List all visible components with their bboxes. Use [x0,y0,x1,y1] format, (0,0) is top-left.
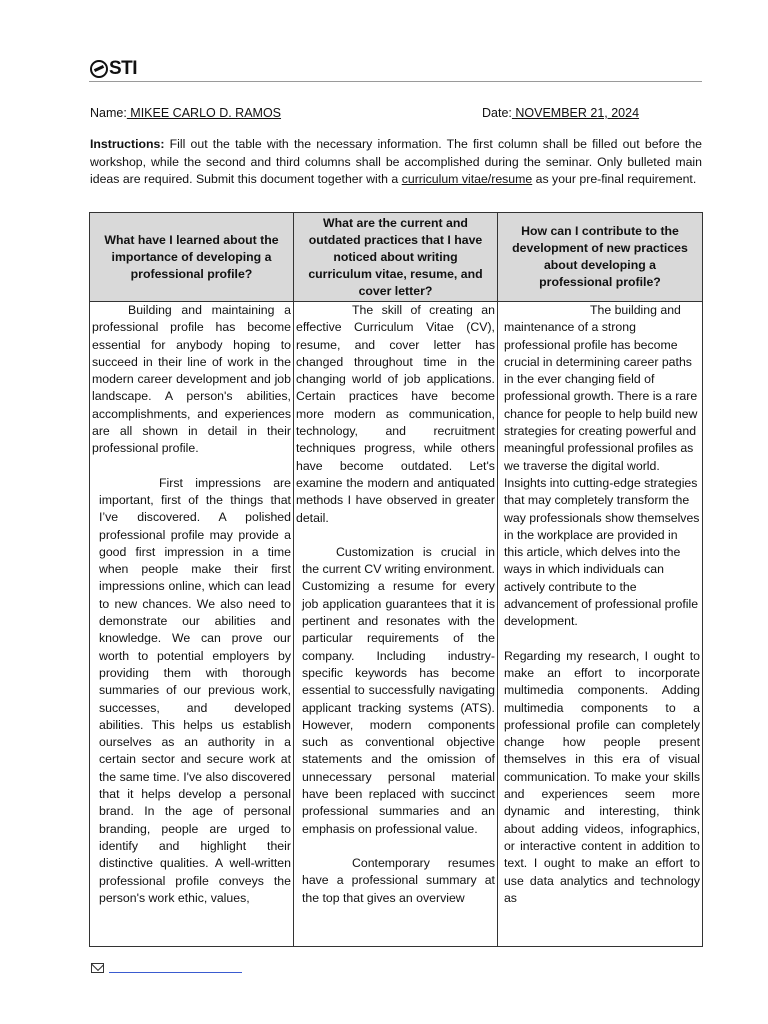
name-label: Name: [90,106,127,120]
instructions [90,136,702,189]
globe-icon [90,60,108,78]
instructions-text-before: Fill out the table with the necessary information. The first column shall be filled out before the workshop, while the second and third columns shall be accomplished during the seminar. Only bulleted main ideas are required. Submit this document together with a [90,137,702,186]
mail-icon [91,963,104,973]
cell-contribute[interactable] [497,302,702,947]
header-divider [89,81,702,82]
paragraph: Customization is crucial in the current CV writing environment. Customizing a resume for every job application guarantees that it is pertinent and resonates with the particular requirements of the company. Including industry- specific keywords has become essential to successfully navigating applicant tracking systems (ATS). However, modern components such as conventional objective statements and the omission of unnecessary personal material have been replaced with succinct professional summaries and an emphasis on professional value. [301,544,495,836]
name-value: MIKEE CARLO D. RAMOS [126,106,282,120]
header-practices: What are the current and outdated practices that I have noticed about writing curriculum vitae, resume, and cover letter? [293,213,497,302]
instructions-text-after: as your pre-final requirement. [532,172,697,186]
email-link[interactable] [109,962,242,973]
paragraph: Building and maintaining a professional profile has become essential for anybody hoping to succeed in their line of work in the modern career development and job landscape. A person's abilities, accomplishments, and experiences are all shown in detail in their professional profile. [92,303,291,456]
date-label: Date: [482,106,512,120]
paragraph: First impressions are important, first of the things that I’ve discovered. A polished professional profile may provide a good first impression in a time when people make their first impressions online, which can lead to new chances. We also need to demonstrate our abilities and knowledge. We can prove our worth to potential employers by providing them with thorough summaries of our previous work, successes, and developed abilities. This helps us establish ourselves as an authority in a certain sector and secure work at the same time. I've also discovered that it helps develop a personal brand. In the age of personal branding, people are urged to identify and highlight their distinctive qualities. A well-written professional profile conveys the person's work ethic, values, [99,475,291,905]
name-line [90,106,281,120]
table-row [90,302,703,947]
paragraph: Contemporary resumes have a professional summary at the top that gives an overview [301,855,495,905]
table-header-row [90,213,703,302]
cell-learned[interactable] [90,302,294,947]
reflection-table [89,212,703,947]
cell-practices[interactable] [293,302,497,947]
header-contribute: How can I contribute to the development of new practices about developing a professional profile? [497,213,702,302]
date-value: NOVEMBER 21, 2024 [511,106,640,120]
footer [91,962,242,973]
date-line [482,106,639,120]
cv-reference: curriculum vitae/resume [401,172,533,186]
paragraph: Regarding my research, I ought to make an effort to incorporate multimedia components. Adding multimedia components to a professional profile can completely change how people present themselves in this era of visual communication. To make your skills and experiences seem more dynamic and interesting, think about adding videos, infographics, or interactive content in addition to text. I ought to make an effort to use data analytics and technology as [503,648,700,905]
paragraph: The skill of creating an effective Curriculum Vitae (CV), resume, and cover letter has changed throughout time in the changing world of job applications. Certain practices have become more modern as communication, technology, and recruitment techniques progress, while others have become outdated. Let's examine the modern and antiquated methods I have observed in greater detail. [295,303,495,525]
logo-text: STI [109,58,138,79]
paragraph: The building and maintenance of a strong professional profile has become crucial in determining career paths in the ever changing field of professional growth. There is a rare chance for people to help build new strategies for creating powerful and meaningful professional profiles as we traverse the digital world. Insights into cutting-edge strategies that may completely transform the way professionals show themselves in the workplace are provided in this article, which delves into the ways in which individuals can actively contribute to the advancement of professional profile development. [503,303,700,629]
header-learned: What have I learned about the importance of developing a professional profile? [90,213,294,302]
sti-logo [90,58,137,80]
instructions-label: Instructions: [90,137,165,151]
